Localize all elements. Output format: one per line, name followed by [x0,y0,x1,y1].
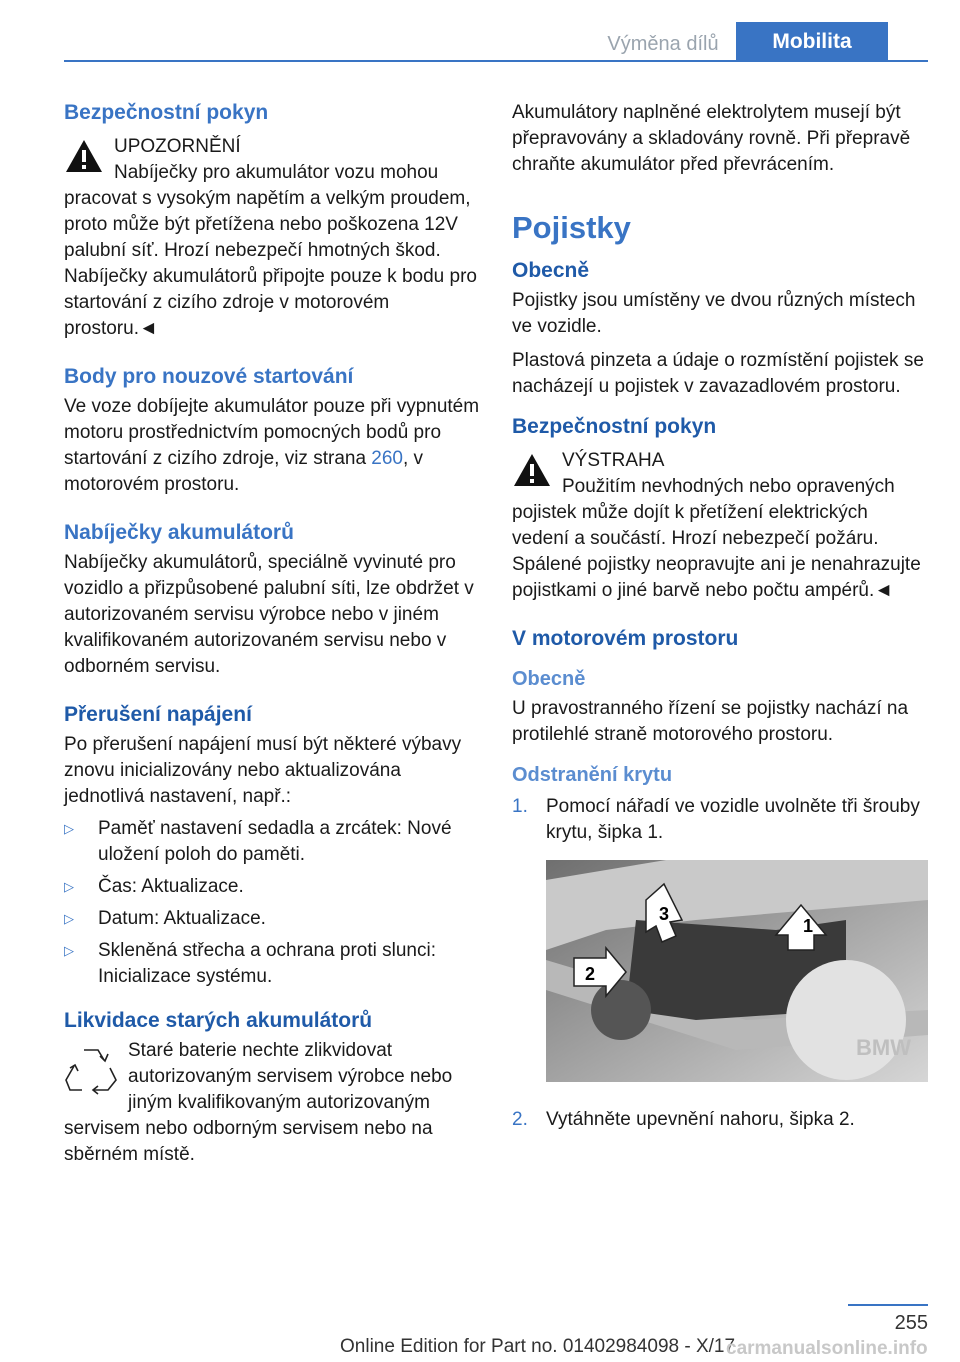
page-link-260[interactable]: 260 [371,448,403,469]
header-rule [64,60,928,62]
bullet-triangle-icon: ▷ [64,911,74,926]
section-title-safety: Bezpečnostní pokyn [64,101,269,124]
recycle-notice [64,1038,480,1168]
jump-points-text [64,394,480,498]
chapter-title-fuses: Pojistky [512,210,631,245]
step-text: Pomocí nářadí ve vozidle uvolněte tři šrouby krytu, šipka 1. [546,796,920,843]
tab-mobilita[interactable]: Mobilita [736,22,888,62]
page-number: 255 [894,1312,928,1334]
jump-points-text-b: , v motorovém prostoru. [64,448,424,495]
danger-label: VÝSTRAHA [562,450,665,471]
list-item-text: Datum: Aktualizace. [98,908,266,929]
warning-text: Nabíječky pro akumulátor vozu mohou pracovat s vysokým napětím a velkým proudem, proto může být přetížena nebo poškozena 12V palubní síť. Hrozí nebezpečí hmotných škod. Nabíječky akumulátorů připojte pouze k bodu pro startování z cizího zdroje v motorovém prostoru.◄ [64,162,477,339]
list-item [512,794,928,846]
callout-label-1: 1 [802,916,814,936]
bullet-triangle-icon: ▷ [64,821,74,836]
steps-list [512,794,928,846]
section-title-disposal: Likvidace starých akumulátorů [64,1009,373,1032]
disposal-text: Staré baterie nechte zlikvidovat autorizovaným servisem výrobce nebo jiným kvalifikovaným autorizovaným servisem nebo odborným servisem nebo na sběrném místě. [64,1040,453,1165]
step-number: 2. [512,1109,528,1130]
callout-label-2: 2 [584,964,596,984]
list-item-text: Čas: Aktualizace. [98,876,244,897]
photo-brand-text: BMW [856,1035,911,1060]
power-interruption-text: Po přerušení napájení musí být některé výbavy znovu inicializovány nebo aktualizována jednotlivá nastavení, např.: [64,734,462,807]
right-column [512,100,928,1133]
settings-list [64,816,480,990]
warning-triangle-icon [512,452,552,488]
jump-points-text-a: Ve voze dobíjejte akumulátor pouze při vypnutém motoru prostřednictvím pomocných bodů pro startování z cizího zdroje, viz strana [64,396,480,469]
bullet-triangle-icon: ▷ [64,879,74,894]
section-title-power-interruption: Přerušení napájení [64,703,252,726]
list-item-text: Skleněná střecha a ochrana proti slunci: Inicializace systému. [98,940,436,987]
engine-general-text: U pravostranného řízení se pojistky nachází na protilehlé straně motorového prostoru. [512,698,909,745]
danger-notice [512,448,928,604]
section-title-safety-fuses: Bezpečnostní pokyn [512,415,717,438]
tab-vymena-dilu[interactable]: Výměna dílů [607,33,719,55]
step-text: Vytáhněte upevnění nahoru, šipka 2. [546,1109,855,1130]
warning-triangle-icon [64,138,104,174]
footer-rule [848,1304,928,1306]
section-title-chargers: Nabíječky akumulátorů [64,521,294,544]
list-item-text: Paměť nastavení sedadla a zrcátek: Nové uložení poloh do paměti. [98,818,452,865]
recycle-icon [64,1042,118,1096]
danger-text: Použitím nevhodných nebo opravených pojistek může dojít k přetížení elektrických vedení a součástí. Hrozí nebezpečí požáru. Spálené pojistky neopravujte ani je nenahrazujte pojistkami o jiné barvě nebo počtu ampérů.◄ [512,476,921,601]
warning-notice [64,134,480,342]
watermark: carmanualsonline.info [726,1338,928,1359]
subsection-title-remove-cover: Odstranění krytu [512,764,673,786]
section-title-general: Obecně [512,259,590,282]
step-number: 1. [512,796,528,817]
list-item [512,1107,928,1133]
subsection-title-general: Obecně [512,668,586,690]
chargers-text: Nabíječky akumulátorů, speciálně vyvinuté pro vozidlo a přizpůsobené palubní síti, lze obdržet v autorizovaném servisu výrobce nebo v jiném kvalifikovaném autorizovaném servisu nebo v odborném servisu. [64,552,474,677]
section-title-jump-points: Body pro nouzové startování [64,365,354,388]
general-text-1: Pojistky jsou umístěny ve dvou různých místech ve vozidle. [512,290,916,337]
list-item [64,938,480,990]
edition-text: Online Edition for Part no. 01402984098 - X/17 [340,1336,736,1357]
general-text-2: Plastová pinzeta a údaje o rozmístění pojistek se nacházejí u pojistek v zavazadlovém prostoru. [512,350,924,397]
steps-list-continued [512,1107,928,1133]
left-column [64,100,480,1168]
warning-label: UPOZORNĚNÍ [114,136,241,157]
page-header [0,0,960,62]
section-title-engine-compartment: V motorovém prostoru [512,627,739,650]
list-item [64,906,480,932]
engine-bay-photo [546,860,928,1082]
list-item [64,874,480,900]
transport-text: Akumulátory naplněné elektrolytem musejí být přepravovány a skladovány rovně. Při přepravě chraňte akumulátor před převrácením. [512,102,911,175]
list-item [64,816,480,868]
bullet-triangle-icon: ▷ [64,943,74,958]
callout-label-3: 3 [658,904,670,924]
